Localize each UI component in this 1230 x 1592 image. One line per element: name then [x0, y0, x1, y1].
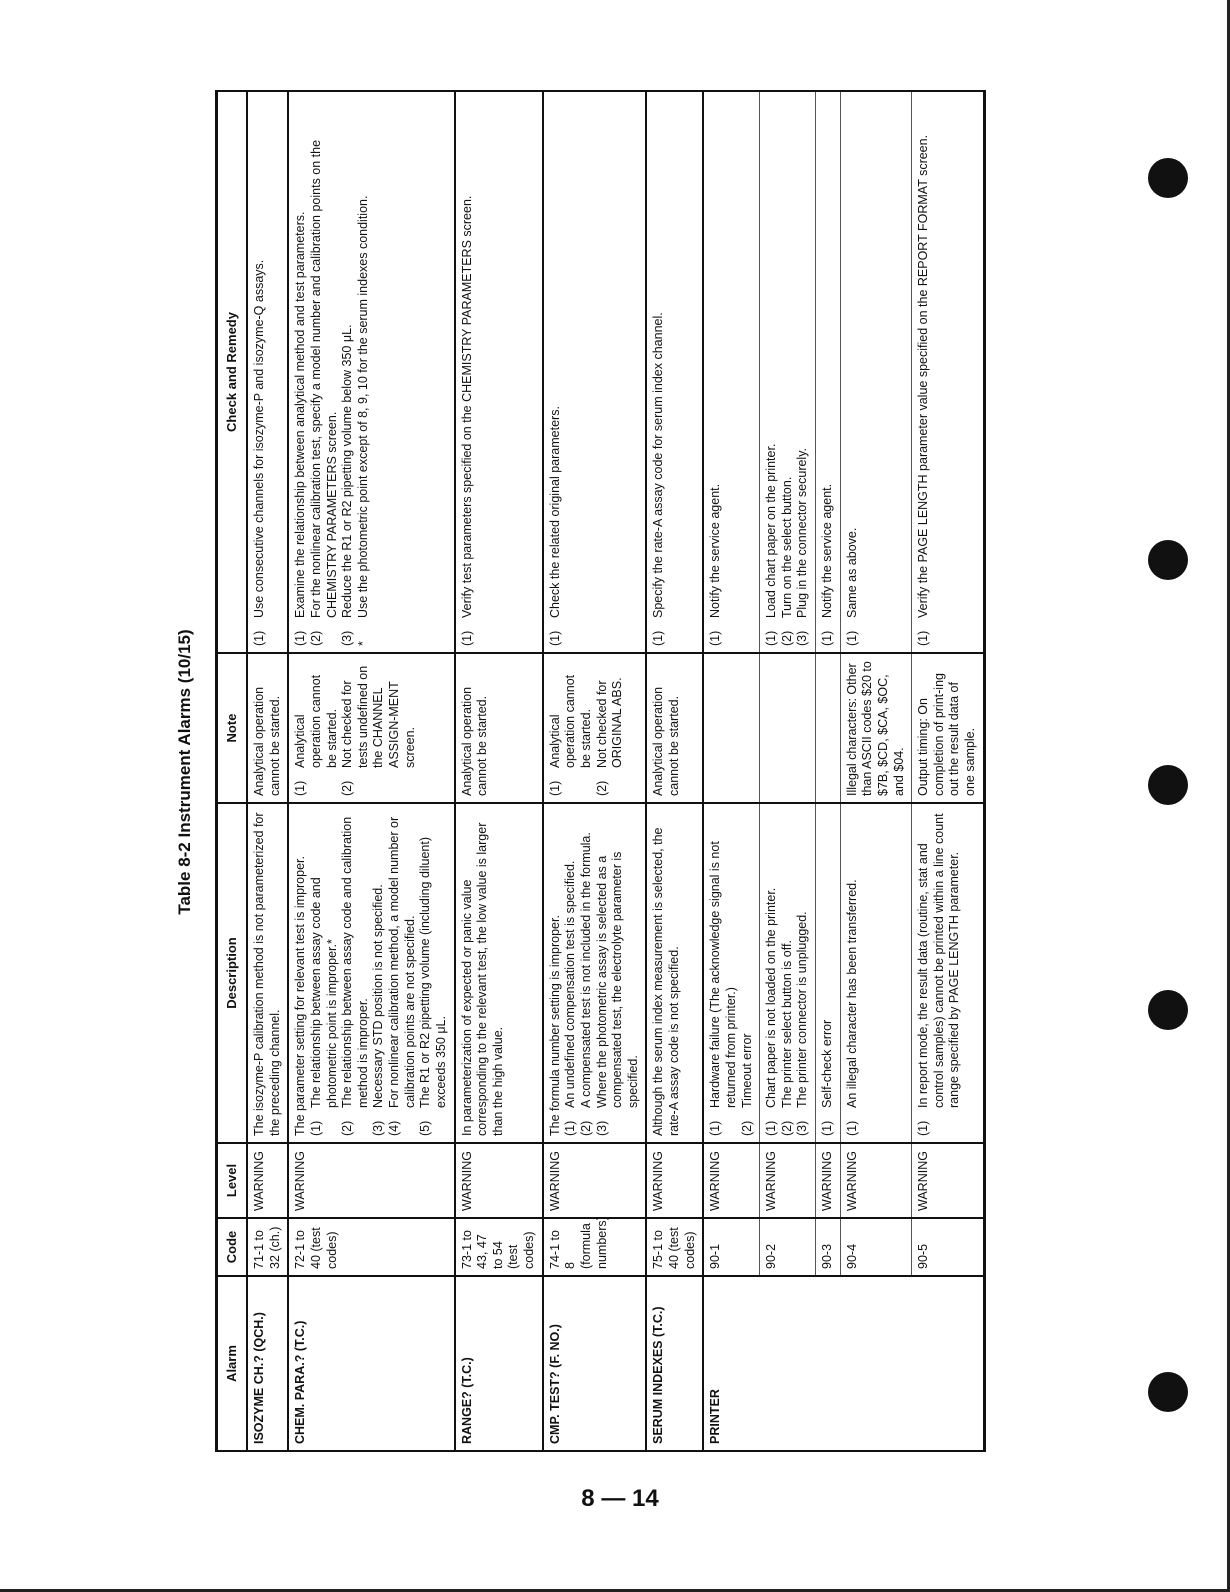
- description-cell: [760, 803, 816, 1143]
- item-text: For the nonlinear calibration test, specify a model number and calibration points on the CHEMISTRY PARAMETERS screen.: [308, 139, 339, 618]
- remedy-cell: [912, 91, 985, 653]
- code-cell: 90-5: [912, 1218, 985, 1276]
- item-number: (1): [459, 630, 474, 646]
- item-number: (1): [547, 780, 562, 796]
- page-number: 8 — 14: [581, 1485, 659, 1512]
- list-item: [460, 98, 476, 646]
- item-number: (2): [340, 780, 355, 796]
- punch-hole: [1148, 990, 1188, 1030]
- list-item: [293, 660, 340, 796]
- table-row: [455, 91, 543, 1451]
- table-row: [703, 91, 759, 1451]
- note-cell: [455, 653, 543, 803]
- item-text: Where the photometric assay is selected as a compensated test, the electrolyte parameter is specified.: [594, 851, 640, 1108]
- code-cell: 72-1 to 40 (test codes): [288, 1218, 454, 1276]
- code-cell: 71-1 to 32 (ch.): [247, 1218, 288, 1276]
- table-row: [288, 91, 454, 1451]
- remedy-cell: [646, 91, 703, 653]
- item-text: An undefined compensation test is specified.: [563, 860, 578, 1108]
- note-cell: [543, 653, 647, 803]
- header-level: Level: [217, 1143, 248, 1218]
- list-item: [548, 660, 595, 796]
- item-number: (1): [820, 1120, 834, 1136]
- note-lead: Analytical operation cannot be started.: [459, 686, 490, 796]
- item-text: Necessary STD position is not specified.: [371, 884, 386, 1108]
- list-item: [708, 98, 724, 646]
- note-cell: [646, 653, 703, 803]
- item-text: The relationship between assay code and calibration method is improper.: [340, 816, 370, 1108]
- item-number: (1): [708, 1120, 723, 1136]
- item-number: (2): [308, 630, 323, 646]
- item-text: Chart paper is not loaded on the printer.: [764, 887, 779, 1108]
- item-text: The printer connector is unplugged.: [795, 911, 810, 1108]
- description-cell: [912, 803, 985, 1143]
- item-number: (1): [764, 630, 779, 646]
- table-row: [760, 91, 816, 1451]
- item-text: Analytical operation cannot be started.: [547, 674, 593, 768]
- item-number: (1): [844, 630, 859, 646]
- list-item: [595, 810, 642, 1136]
- list-item: [780, 98, 796, 646]
- description-cell: [646, 803, 703, 1143]
- description-cell: [288, 803, 454, 1143]
- item-number: (2): [739, 1120, 754, 1136]
- table-body: [247, 91, 984, 1451]
- table-row: [816, 91, 841, 1451]
- list-item: [356, 98, 372, 646]
- note-cell: [288, 653, 454, 803]
- item-number: (2): [594, 780, 609, 796]
- item-text: Examine the relationship between analytical method and test parameters.: [293, 211, 308, 618]
- list-item: [795, 810, 811, 1136]
- remedy-cell: [840, 91, 912, 653]
- level-cell: WARNING: [646, 1143, 703, 1218]
- description-lead: Although the serum index measurement is selected, the rate-A assay code is not specified.: [651, 827, 681, 1136]
- description-cell: [816, 803, 841, 1143]
- list-item: [579, 810, 595, 1136]
- item-number: (3): [795, 1120, 810, 1136]
- item-number: (1): [764, 1120, 779, 1136]
- item-text: A compensated test is not included in the formula.: [578, 832, 593, 1108]
- item-text: The relationship between assay code and photometric point is improper.*: [308, 877, 339, 1108]
- item-number: (3): [594, 1120, 609, 1136]
- description-lead: The formula number setting is improper.: [547, 915, 562, 1136]
- alarm-table: [215, 90, 986, 1452]
- note-lead: Analytical operation cannot be started.: [252, 686, 282, 796]
- item-number: (1): [651, 630, 666, 646]
- item-text: Same as above.: [844, 527, 859, 618]
- list-item: [795, 98, 811, 646]
- list-item: [820, 98, 836, 646]
- note-cell: [816, 653, 841, 803]
- item-number: (1): [293, 780, 308, 796]
- item-number: (3): [795, 630, 810, 646]
- level-cell: WARNING: [288, 1143, 454, 1218]
- note-cell: [703, 653, 759, 803]
- table-header-row: [217, 91, 248, 1451]
- code-cell: 90-2: [760, 1218, 816, 1276]
- list-item: [845, 810, 861, 1136]
- item-text: Notify the service agent.: [708, 483, 723, 618]
- remedy-cell: [816, 91, 841, 653]
- description-cell: [840, 803, 912, 1143]
- code-cell: 73-1 to 43, 47 to 54 (test codes): [455, 1218, 543, 1276]
- list-item: [293, 98, 309, 646]
- list-item: [916, 810, 963, 1136]
- item-text: Specify the rate-A assay code for serum index channel.: [651, 312, 666, 618]
- code-cell: 90-4: [840, 1218, 912, 1276]
- table-title: Table 8-2 Instrument Alarms (10/15): [175, 629, 194, 915]
- item-text: Not checked for ORIGINAL ABS.: [594, 677, 625, 768]
- alarm-cell: ISOZYME CH.? (QCH.): [247, 1276, 288, 1451]
- level-cell: WARNING: [912, 1143, 985, 1218]
- item-number: (1): [252, 630, 266, 646]
- item-number: (1): [547, 630, 562, 646]
- item-text: The R1 or R2 pipetting volume (including diluent) exceeds 350 μL.: [418, 837, 448, 1108]
- item-number: (2): [340, 1120, 355, 1136]
- item-number: (1): [916, 1120, 931, 1136]
- remedy-cell: [760, 91, 816, 653]
- level-cell: WARNING: [543, 1143, 647, 1218]
- note-cell: Output timing: On completion of print-ing out the result data of one sample.: [912, 653, 985, 803]
- table-row: [646, 91, 703, 1451]
- level-cell: WARNING: [760, 1143, 816, 1218]
- header-note: Note: [217, 653, 248, 803]
- remedy-cell: [288, 91, 454, 653]
- list-item: [740, 810, 756, 1136]
- item-text: Notify the service agent.: [820, 483, 834, 618]
- item-text: Verify test parameters specified on the CHEMISTRY PARAMETERS screen.: [459, 195, 474, 618]
- list-item: [764, 98, 780, 646]
- code-cell: 90-3: [816, 1218, 841, 1276]
- remedy-cell: [455, 91, 543, 653]
- item-text: Plug in the connector securely.: [795, 447, 810, 618]
- code-cell: 74-1 to 8 (formula numbers): [543, 1218, 647, 1276]
- level-cell: WARNING: [703, 1143, 759, 1218]
- list-item: [309, 810, 340, 1136]
- alarm-cell: RANGE? (T.C.): [455, 1276, 543, 1451]
- item-text: Not checked for tests undefined on the CHANNEL ASSIGN-MENT screen.: [340, 665, 417, 768]
- list-item: [708, 810, 739, 1136]
- level-cell: WARNING: [840, 1143, 912, 1218]
- item-text: Hardware failure (The acknowledge signal is not returned from printer.): [708, 841, 738, 1108]
- item-text: For nonlinear calibration method, a model number or calibration points are not specified.: [387, 816, 417, 1108]
- punch-hole: [1148, 158, 1188, 198]
- item-number: (2): [779, 630, 794, 646]
- note-cell: [760, 653, 816, 803]
- punch-hole: [1148, 1372, 1188, 1412]
- item-number: (4): [387, 1120, 401, 1136]
- description-cell: [543, 803, 647, 1143]
- item-number: (1): [844, 1120, 859, 1136]
- note-cell: [247, 653, 288, 803]
- rotated-table-area: [175, 92, 1055, 1452]
- item-text: Reduce the R1 or R2 pipetting volume below 350 μL.: [340, 324, 355, 618]
- list-item: [820, 810, 836, 1136]
- code-cell: 90-1: [703, 1218, 759, 1276]
- list-item: [340, 660, 418, 796]
- list-item: [651, 98, 667, 646]
- alarm-cell: PRINTER: [703, 1276, 984, 1451]
- list-item: [340, 810, 371, 1136]
- item-text: Use the photometric point except of 8, 9, 10 for the serum indexes condition.: [355, 195, 370, 618]
- list-item: [845, 98, 861, 646]
- remedy-cell: [703, 91, 759, 653]
- punch-hole: [1148, 765, 1188, 805]
- item-text: Load chart paper on the printer.: [764, 443, 779, 618]
- list-item: [780, 810, 796, 1136]
- table-row: [247, 91, 288, 1451]
- description-cell: [455, 803, 543, 1143]
- description-lead: In parameterization of expected or panic value corresponding to the relevant test, the low value is larger than the high value.: [459, 822, 505, 1136]
- level-cell: WARNING: [816, 1143, 841, 1218]
- item-text: Check the related original parameters.: [547, 406, 562, 618]
- list-item: [340, 98, 356, 646]
- item-number: (1): [820, 630, 834, 646]
- list-item: [418, 810, 449, 1136]
- header-remedy: Check and Remedy: [217, 91, 248, 653]
- header-code: Code: [217, 1218, 248, 1276]
- description-cell: [703, 803, 759, 1143]
- table-row: [912, 91, 985, 1451]
- note-lead: Analytical operation cannot be started.: [651, 686, 681, 796]
- item-text: An illegal character has been transferred.: [844, 879, 859, 1108]
- punch-hole: [1148, 540, 1188, 580]
- item-number: (5): [418, 1120, 433, 1136]
- item-text: In report mode, the result data (routine, stat and control samples) cannot be printed within a line count range specified by PAGE LENGTH parameter.: [916, 813, 962, 1108]
- list-item: [764, 810, 780, 1136]
- remedy-cell: [543, 91, 647, 653]
- alarm-cell: SERUM INDEXES (T.C.): [646, 1276, 703, 1451]
- alarm-cell: CHEM. PARA.? (T.C.): [288, 1276, 454, 1451]
- header-alarm: Alarm: [217, 1276, 248, 1451]
- list-item: [252, 98, 268, 646]
- item-text: Verify the PAGE LENGTH parameter value specified on the REPORT FORMAT screen.: [916, 134, 931, 618]
- item-number: (3): [340, 630, 355, 646]
- item-text: The printer select button is off.: [779, 940, 794, 1108]
- item-number: (2): [578, 1120, 593, 1136]
- item-number: (1): [308, 1120, 323, 1136]
- item-text: Analytical operation cannot be started.: [293, 674, 339, 768]
- item-number: (3): [371, 1120, 386, 1136]
- item-text: Turn on the select button.: [779, 476, 794, 618]
- item-number: (1): [708, 630, 723, 646]
- list-item: [563, 810, 579, 1136]
- table-row: [840, 91, 912, 1451]
- description-cell: [247, 803, 288, 1143]
- item-number: (1): [916, 630, 931, 646]
- item-number: *: [355, 641, 370, 646]
- list-item: [548, 98, 564, 646]
- list-item: [371, 810, 387, 1136]
- table-row: [543, 91, 647, 1451]
- header-description: Description: [217, 803, 248, 1143]
- item-number: (1): [563, 1120, 578, 1136]
- remedy-cell: [247, 91, 288, 653]
- item-number: (1): [293, 630, 308, 646]
- list-item: [916, 98, 932, 646]
- list-item: [309, 98, 340, 646]
- code-cell: 75-1 to 40 (test codes): [646, 1218, 703, 1276]
- item-number: (2): [779, 1120, 794, 1136]
- item-text: Timeout error: [739, 1033, 754, 1108]
- description-lead: The parameter setting for relevant test is improper.: [293, 856, 308, 1136]
- item-text: Use consecutive channels for isozyme-P and isozyme-Q assays.: [252, 259, 266, 618]
- level-cell: WARNING: [247, 1143, 288, 1218]
- alarm-cell: CMP. TEST? (F. NO.): [543, 1276, 647, 1451]
- list-item: [595, 660, 626, 796]
- level-cell: WARNING: [455, 1143, 543, 1218]
- note-cell: Illegal characters: Other than ASCII codes $20 to $7B, $CD, $CA, $OC, and $04.: [840, 653, 912, 803]
- list-item: [387, 810, 418, 1136]
- item-text: Self-check error: [820, 1019, 834, 1108]
- description-lead: The isozyme-P calibration method is not parameterized for the preceding channel.: [252, 812, 282, 1136]
